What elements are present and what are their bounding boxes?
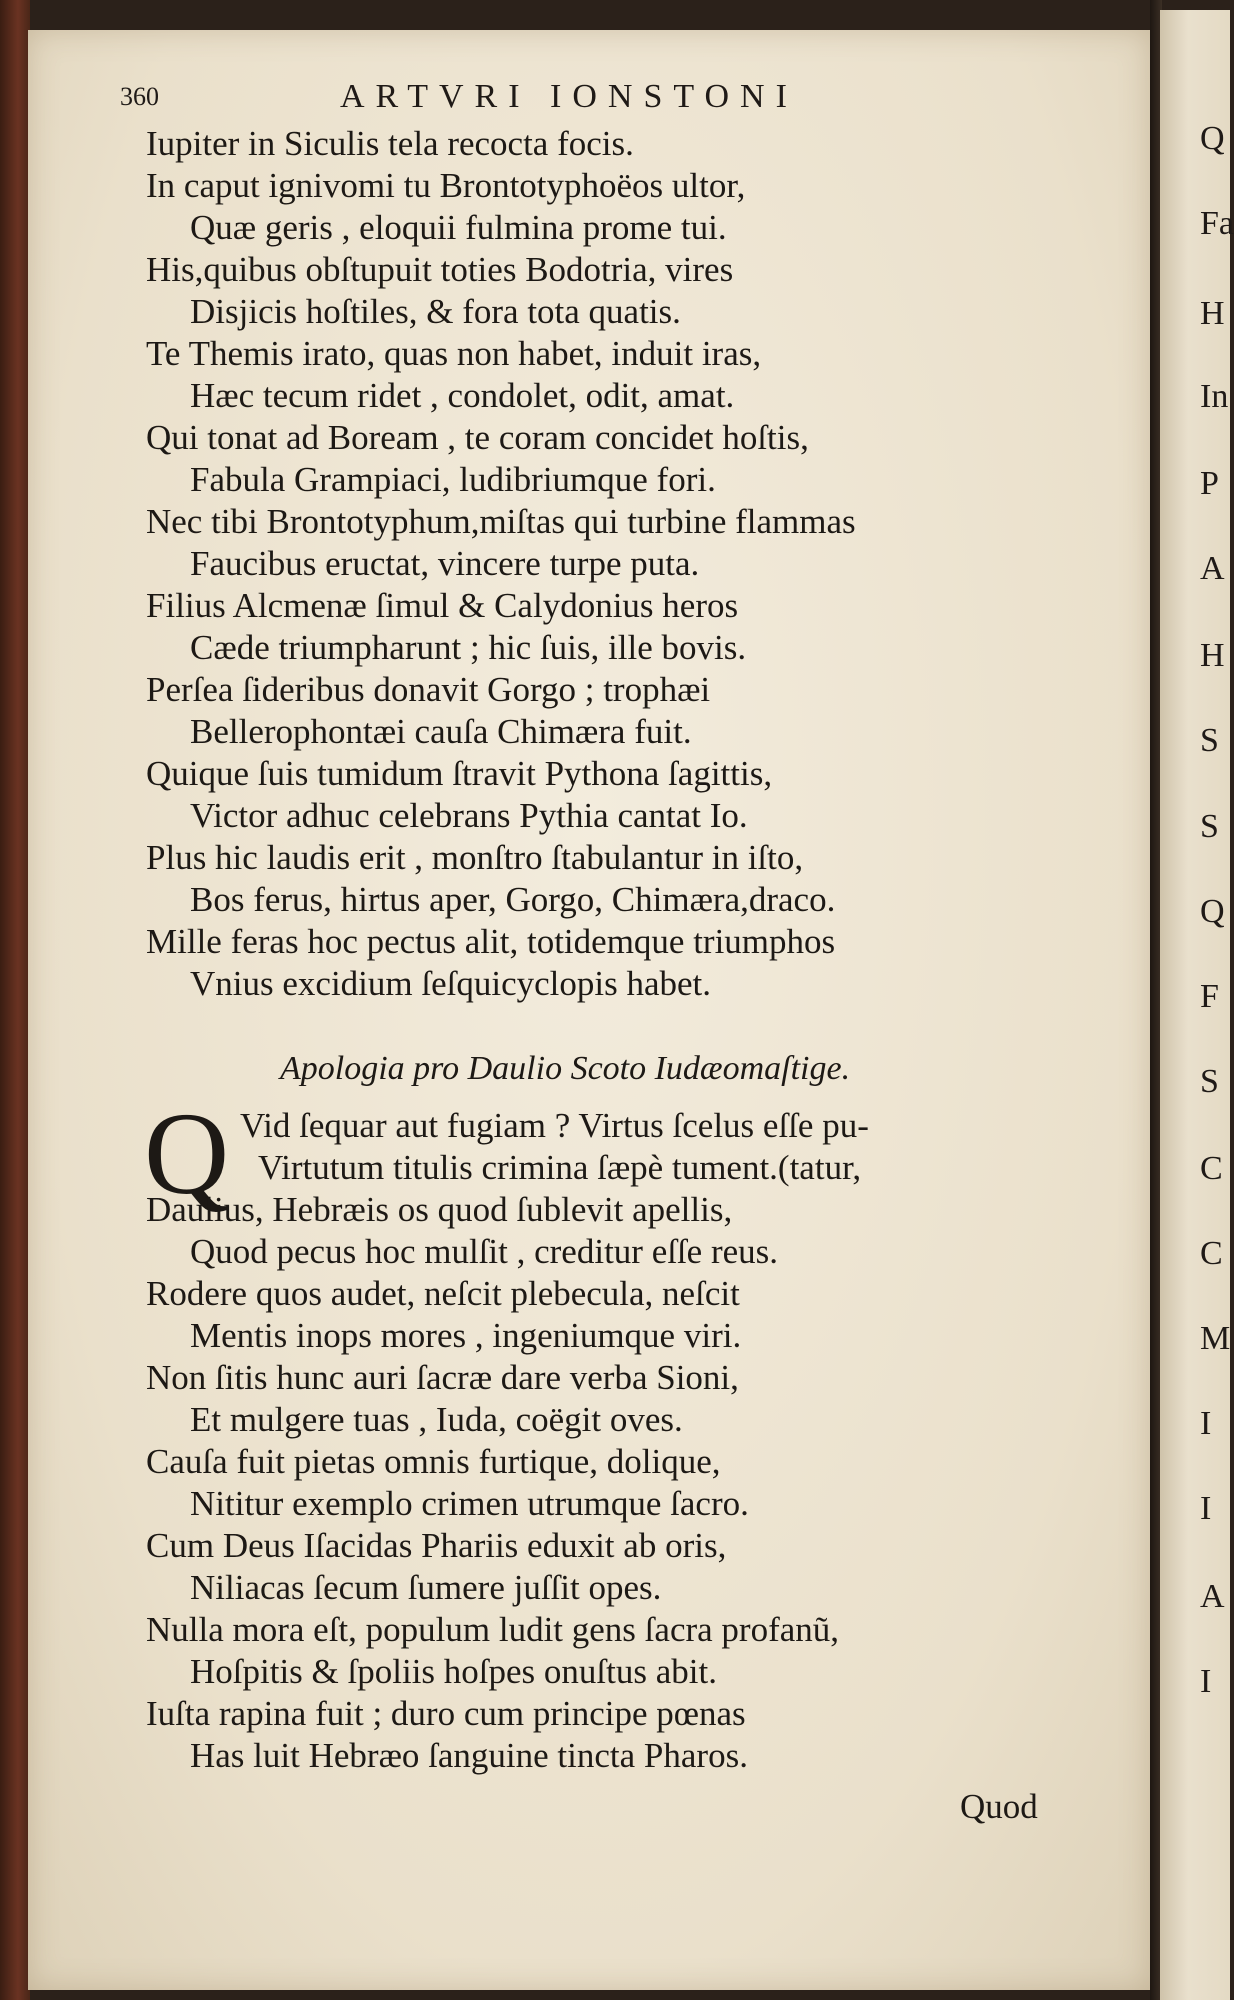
book-cover-edge bbox=[0, 0, 30, 2000]
facing-page-fragment: I bbox=[1200, 1663, 1212, 1700]
verse-line: Te Themis irato, quas non habet, induit iras, bbox=[146, 334, 762, 373]
verse-line: Quod pecus hoc mulſit , creditur eſſe reus. bbox=[190, 1232, 779, 1271]
facing-page-fragment: S bbox=[1200, 808, 1219, 845]
verse-line: Quæ geris , eloquii fulmina prome tui. bbox=[190, 208, 727, 247]
facing-page-fragment: In bbox=[1200, 378, 1229, 415]
verse-line: Quique ſuis tumidum ſtravit Pythona ſagittis, bbox=[146, 754, 773, 793]
verse-line: Plus hic laudis erit , monſtro ſtabulantur in iſto, bbox=[146, 838, 804, 877]
facing-page-fragment: H bbox=[1200, 295, 1225, 332]
running-head: ARTVRI IONSTONI bbox=[340, 78, 798, 115]
verse-line: Filius Alcmenæ ſimul & Calydonius heros bbox=[146, 586, 739, 625]
facing-page-fragment: I bbox=[1200, 1490, 1212, 1527]
verse-line: Mille feras hoc pectus alit, totidemque triumphos bbox=[146, 922, 836, 961]
facing-page-fragment: H bbox=[1200, 637, 1225, 674]
facing-page-fragment: C bbox=[1200, 1235, 1223, 1272]
facing-page-fragment: I bbox=[1200, 1405, 1212, 1442]
facing-page-fragment: S bbox=[1200, 1063, 1219, 1100]
facing-page-fragment: Q bbox=[1200, 893, 1225, 930]
facing-page-fragment: Q bbox=[1200, 120, 1225, 157]
verse-line: Qui tonat ad Boream , te coram concidet hoſtis, bbox=[146, 418, 809, 457]
verse-line: Iuſta rapina fuit ; duro cum principe pœnas bbox=[146, 1694, 746, 1733]
catchword: Quod bbox=[960, 1787, 1038, 1826]
verse-line: Daulius, Hebræis os quod ſublevit apellis, bbox=[146, 1190, 733, 1229]
facing-page-fragment: C bbox=[1200, 1150, 1223, 1187]
facing-page-fragment: A bbox=[1200, 1578, 1225, 1615]
verse-line: Vid ſequar aut fugiam ? Virtus ſcelus eſſe pu- bbox=[240, 1106, 869, 1145]
verse-line: Nulla mora eſt, populum ludit gens ſacra profanũ, bbox=[146, 1610, 840, 1649]
verse-line: Cæde triumpharunt ; hic ſuis, ille bovis. bbox=[190, 628, 747, 667]
verse-line: Faucibus eructat, vincere turpe puta. bbox=[190, 544, 700, 583]
section-heading: Apologia pro Daulio Scoto Iudæomaſtige. bbox=[280, 1050, 851, 1087]
verse-line: Cum Deus Iſacidas Phariis eduxit ab oris, bbox=[146, 1526, 727, 1565]
verse-line: Hæc tecum ridet , condolet, odit, amat. bbox=[190, 376, 735, 415]
facing-page-fragment: P bbox=[1200, 465, 1219, 502]
verse-line: Et mulgere tuas , Iuda, coëgit oves. bbox=[190, 1400, 683, 1439]
page-number: 360 bbox=[120, 82, 159, 111]
verse-line: Perſea ſideribus donavit Gorgo ; trophæi bbox=[146, 670, 711, 709]
facing-page-fragment: M bbox=[1200, 1320, 1231, 1357]
verse-line: Hoſpitis & ſpoliis hoſpes onuſtus abit. bbox=[190, 1652, 717, 1691]
verse-line: Niliacas ſecum ſumere juſſit opes. bbox=[190, 1568, 662, 1607]
verse-line: Nec tibi Brontotyphum,miſtas qui turbine flammas bbox=[146, 502, 856, 541]
verse-line: In caput ignivomi tu Brontotyphoëos ultor, bbox=[146, 166, 746, 205]
verse-line: Bos ferus, hirtus aper, Gorgo, Chimæra,draco. bbox=[190, 880, 836, 919]
facing-page-fragment: F bbox=[1200, 978, 1219, 1015]
verse-line: Virtutum titulis crimina ſæpè tument.(tatur, bbox=[258, 1148, 862, 1187]
verse-line: Cauſa fuit pietas omnis furtique, dolique, bbox=[146, 1442, 721, 1481]
verse-line: Rodere quos audet, neſcit plebecula, neſcit bbox=[146, 1274, 740, 1313]
verse-line: Mentis inops mores , ingeniumque viri. bbox=[190, 1316, 742, 1355]
verse-line: His,quibus obſtupuit toties Bodotria, vires bbox=[146, 250, 734, 289]
verse-line: Has luit Hebræo ſanguine tincta Pharos. bbox=[190, 1736, 748, 1775]
verse-line: Non ſitis hunc auri ſacræ dare verba Sioni, bbox=[146, 1358, 739, 1397]
verse-line: Iupiter in Siculis tela recocta focis. bbox=[146, 124, 634, 163]
verse-line: Disjicis hoſtiles, & fora tota quatis. bbox=[190, 292, 681, 331]
facing-page-fragment: Fa bbox=[1200, 205, 1234, 242]
verse-line: Nititur exemplo crimen utrumque ſacro. bbox=[190, 1484, 749, 1523]
facing-page-fragment: A bbox=[1200, 550, 1225, 587]
verse-line: Vnius excidium ſeſquicyclopis habet. bbox=[190, 964, 712, 1003]
verse-line: Victor adhuc celebrans Pythia cantat Io. bbox=[190, 796, 748, 835]
facing-page-fragment: S bbox=[1200, 722, 1219, 759]
verse-line: Fabula Grampiaci, ludibriumque fori. bbox=[190, 460, 716, 499]
verse-line: Bellerophontæi cauſa Chimæra fuit. bbox=[190, 712, 692, 751]
drop-cap: Q bbox=[144, 1088, 230, 1219]
